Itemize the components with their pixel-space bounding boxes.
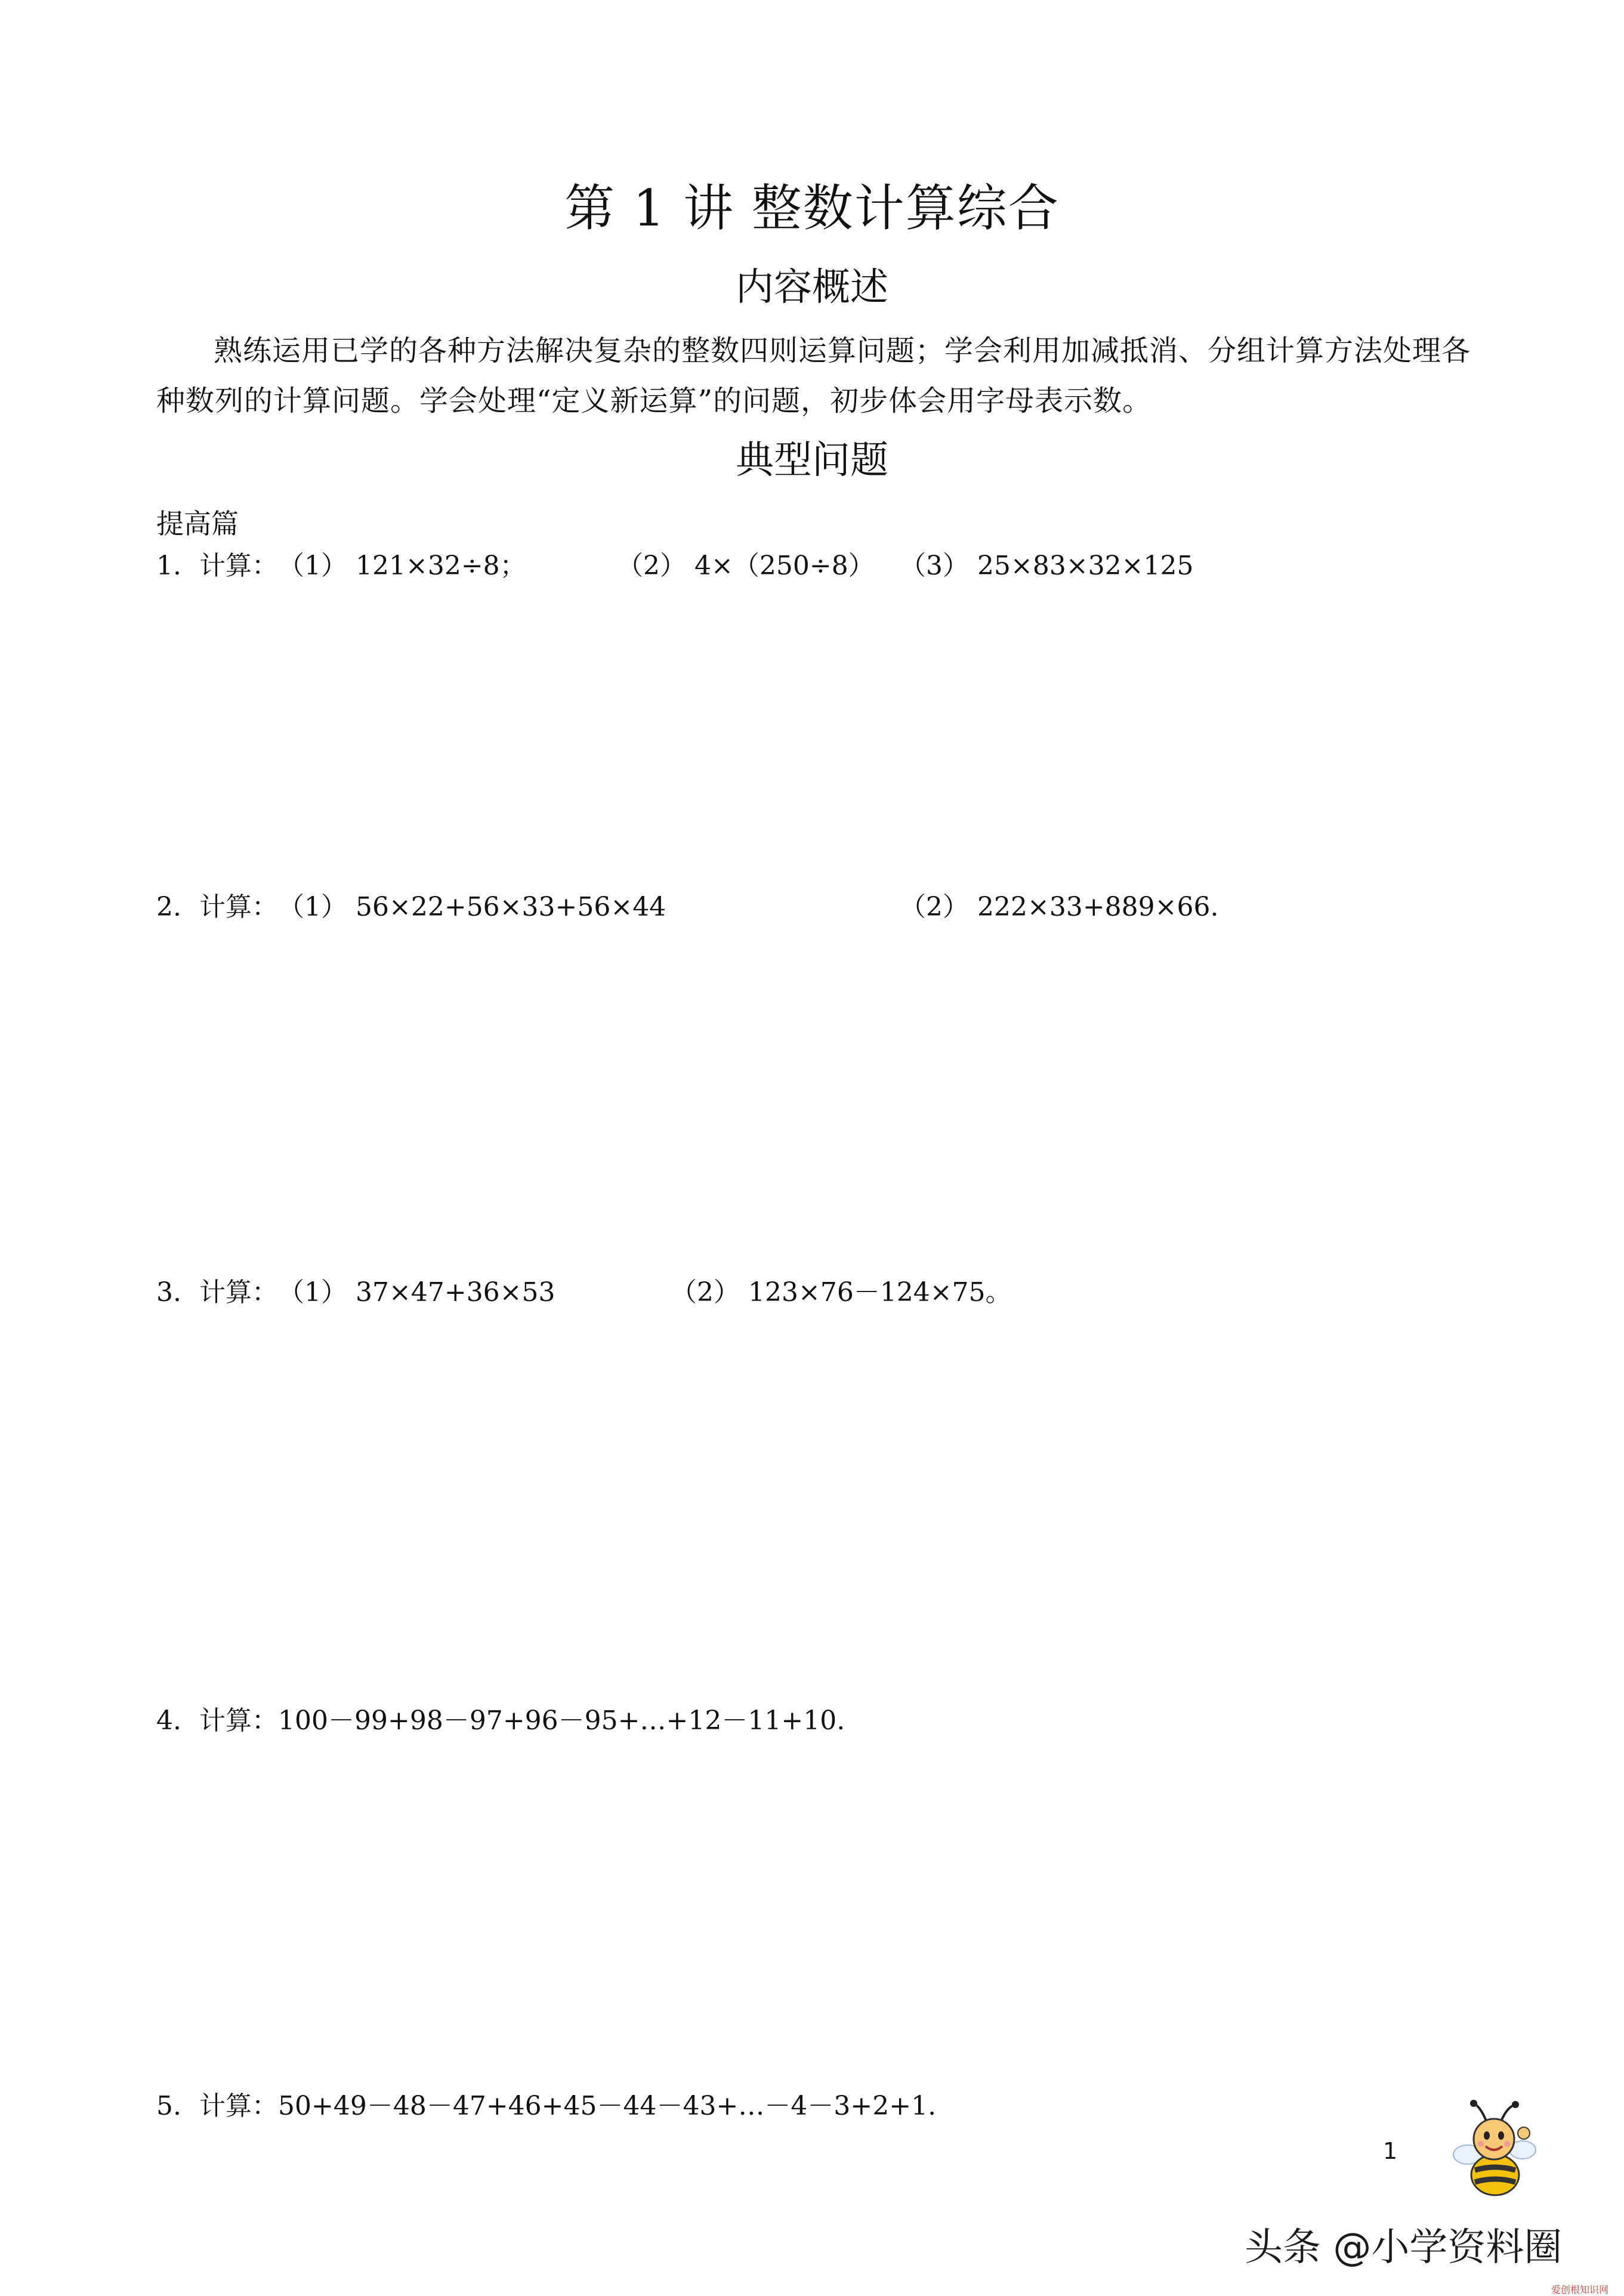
problem-number: 5. bbox=[156, 2091, 181, 2121]
problem-4 bbox=[156, 1699, 845, 1737]
problem-part: （1） 121×32÷8； bbox=[278, 551, 526, 581]
level-heading: 提高篇 bbox=[156, 508, 239, 540]
problem-label: 计算： bbox=[199, 1705, 278, 1736]
problem-5 bbox=[156, 2084, 936, 2122]
overview-text: 熟练运用已学的各种方法解决复杂的整数四则运算问题；学会利用加减抵消、分组计算方法处理各种数列的计算问题。学会处理“定义新运算”的问题，初步体会用字母表示数。 bbox=[156, 334, 1471, 418]
problem-number: 1. bbox=[156, 551, 181, 581]
bee-mascot-icon bbox=[1450, 2100, 1539, 2201]
problem-2 bbox=[156, 885, 666, 923]
problem-number: 2. bbox=[156, 892, 181, 922]
problem-3 bbox=[156, 1271, 555, 1309]
problem-label: 计算： bbox=[199, 892, 278, 922]
problem-label: 计算： bbox=[199, 2091, 278, 2121]
problem-part: （1） 37×47+36×53 bbox=[278, 1277, 555, 1308]
corner-watermark: 爱创根知识网 bbox=[1551, 2284, 1609, 2295]
problem-label: 计算： bbox=[199, 1277, 278, 1308]
problem-1-part-2: （2） 4×（250÷8） bbox=[617, 551, 875, 581]
problem-number: 4. bbox=[156, 1705, 181, 1736]
problem-number: 3. bbox=[156, 1277, 181, 1308]
overview-heading: 内容概述 bbox=[736, 265, 888, 310]
problem-3-part-2: （2） 123×76－124×75。 bbox=[671, 1277, 1012, 1308]
problem-2-part-2: （2） 222×33+889×66. bbox=[900, 892, 1219, 922]
problem-1 bbox=[156, 544, 526, 582]
problem-part: 50+49－48－47+46+45－44－43+…－4－3+2+1. bbox=[278, 2091, 937, 2121]
page-number: 1 bbox=[1383, 2138, 1398, 2164]
page-title: 第 1 讲 整数计算综合 bbox=[564, 179, 1060, 237]
watermark: 头条 @小学资料圈 bbox=[1245, 2226, 1563, 2270]
problem-part: （1） 56×22+56×33+56×44 bbox=[278, 892, 666, 922]
problems-heading: 典型问题 bbox=[736, 438, 888, 483]
problem-label: 计算： bbox=[199, 551, 278, 581]
problem-part: 100－99+98－97+96－95+…+12－11+10. bbox=[278, 1705, 845, 1736]
problem-1-part-3: （3） 25×83×32×125 bbox=[900, 551, 1194, 581]
